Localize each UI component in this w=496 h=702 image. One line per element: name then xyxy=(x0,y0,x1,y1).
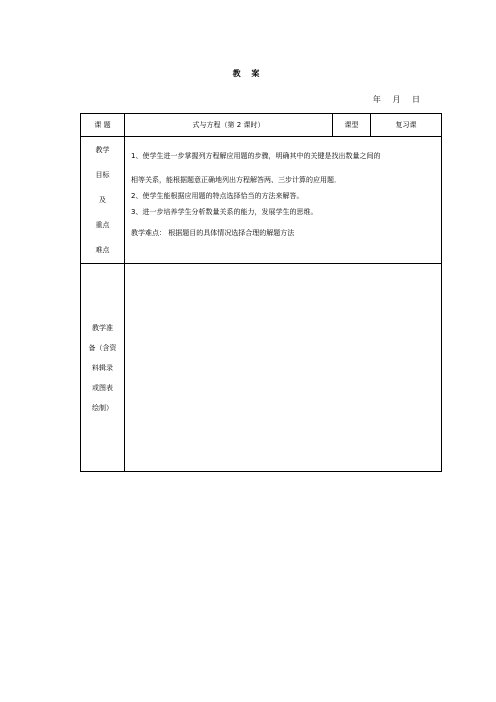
topic-row xyxy=(81,114,442,137)
prep-label-line: 备（含资 xyxy=(88,343,117,352)
difficulty-text: 根据题目的具体情况选择合理的解题方法 xyxy=(168,229,295,237)
lesson-type-value: 复习课 xyxy=(371,114,442,137)
date-line: 年 月 日 xyxy=(372,95,420,104)
goal-item-1: 1、使学生进一步掌握列方程解应用题的步骤，明确其中的关键是找出数量之间的 xyxy=(131,152,381,160)
difficulty-label: 教学难点： xyxy=(131,229,166,237)
goals-row xyxy=(81,137,442,264)
preparation-content[interactable] xyxy=(125,264,442,472)
lesson-plan-table xyxy=(80,113,442,472)
prep-label-line: 料辑录 xyxy=(92,363,113,372)
document-title: 教 案 xyxy=(232,69,264,78)
prep-label-line: 教学准 xyxy=(92,323,113,332)
goal-item-1-continued: 相等关系，能根据题意正确地列出方程解答两、三步计算的应用题． xyxy=(131,176,341,184)
prep-label-line: 绘制） xyxy=(92,403,113,412)
goals-label-line: 及 xyxy=(99,195,106,204)
lesson-type-label: 课型 xyxy=(333,114,371,137)
preparation-row xyxy=(81,264,442,472)
prep-label-line: 或图表 xyxy=(92,383,113,392)
preparation-label xyxy=(81,264,125,472)
goals-label-line: 目标 xyxy=(95,170,110,179)
goals-label-line: 教学 xyxy=(95,145,110,154)
goal-item-2: 2、使学生能根据应用题的特点选择恰当的方法来解答。 xyxy=(131,192,304,200)
goals-content xyxy=(125,137,442,264)
topic-value: 式与方程（第 2 课时） xyxy=(125,114,333,137)
goal-item-3: 3、进一步培养学生分析数量关系的能力，发展学生的思维。 xyxy=(131,208,318,216)
goals-label-line: 重点 xyxy=(95,220,110,229)
goals-label-line: 难点 xyxy=(95,245,110,254)
goals-label xyxy=(81,137,125,264)
difficulty-line xyxy=(131,227,437,239)
topic-label: 课 题 xyxy=(81,114,125,137)
